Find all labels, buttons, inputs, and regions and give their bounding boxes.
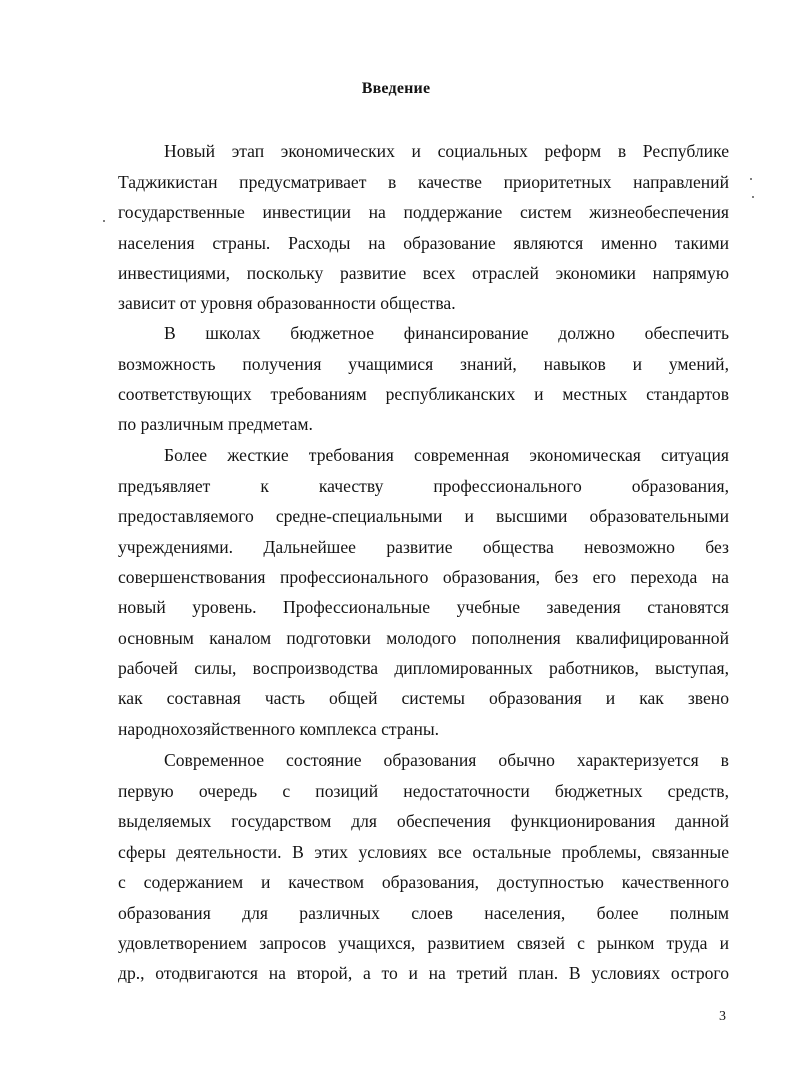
text-line: учреждениями. Дальнейшее развитие общества невозможно без xyxy=(118,537,729,557)
text-line: рабочей силы, воспроизводства дипломированных работников, выступая, xyxy=(118,658,729,678)
text-line: В школах бюджетное финансирование должно обеспечить xyxy=(164,323,729,343)
text-line: Новый этап экономических и социальных реформ в Республике xyxy=(164,141,729,161)
text-line: первую очередь с позиций недостаточности бюджетных средств, xyxy=(118,781,729,801)
text-line: Более жесткие требования современная экономическая ситуация xyxy=(164,445,729,465)
text-line: государственные инвестиции на поддержание систем жизнеобеспечения xyxy=(118,202,729,222)
text-line: инвестициями, поскольку развитие всех отраслей экономики напрямую xyxy=(118,263,729,283)
text-line: Таджикистан предусматривает в качестве приоритетных направлений xyxy=(118,172,729,192)
text-line: предъявляет к качеству профессионального образования, xyxy=(118,476,729,496)
text-line: основным каналом подготовки молодого пополнения квалифицированной xyxy=(118,628,729,648)
text-line: населения страны. Расходы на образование являются именно такими xyxy=(118,233,729,253)
text-line: предоставляемого средне-специальными и высшими образовательными xyxy=(118,506,729,526)
text-line: удовлетворением запросов учащихся, развитием связей с рынком труда и xyxy=(118,933,729,953)
text-line: по различным предметам. xyxy=(118,414,313,434)
text-line: сферы деятельности. В этих условиях все остальные проблемы, связанные xyxy=(118,842,729,862)
text-line: др., отодвигаются на второй, а то и на третий план. В условиях острого xyxy=(118,963,729,983)
text-line: образования для различных слоев населения, более полным xyxy=(118,903,729,923)
text-line: Современное состояние образования обычно характеризуется в xyxy=(164,750,729,770)
text-line: соответствующих требованиям республиканских и местных стандартов xyxy=(118,384,729,404)
page-number: 3 xyxy=(719,1009,726,1024)
text-line: с содержанием и качеством образования, доступностью качественного xyxy=(118,872,729,892)
text-line: выделяемых государством для обеспечения функционирования данной xyxy=(118,811,729,831)
text-line: зависит от уровня образованности общества. xyxy=(118,293,456,313)
scan-speck xyxy=(752,196,754,198)
scan-speck xyxy=(103,220,105,222)
text-line: новый уровень. Профессиональные учебные заведения становятся xyxy=(118,597,729,617)
scan-speck xyxy=(750,178,752,180)
text-line: как составная часть общей системы образования и как звено xyxy=(118,688,729,708)
section-heading: Введение xyxy=(361,80,431,97)
text-line: народнохозяйственного комплекса страны. xyxy=(118,719,440,739)
text-line: возможность получения учащимися знаний, навыков и умений, xyxy=(118,354,729,374)
text-line: совершенствования профессионального образования, без его перехода на xyxy=(118,567,729,587)
